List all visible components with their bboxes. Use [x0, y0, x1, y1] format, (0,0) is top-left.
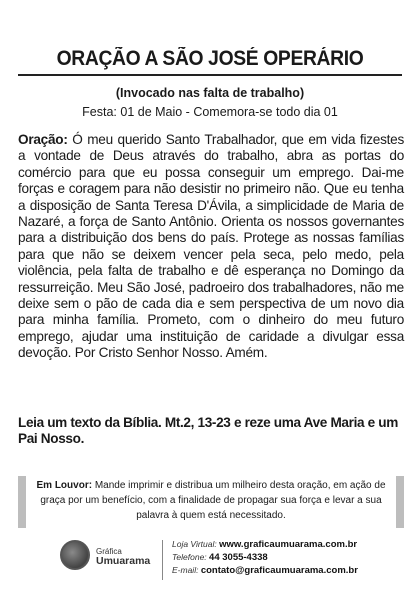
loja-link[interactable]: www.graficaumuarama.com.br	[219, 539, 358, 550]
louvor-label: Em Louvor:	[36, 480, 93, 491]
grafica-logo	[58, 538, 158, 578]
email-row	[172, 564, 358, 577]
louvor-body: Mande imprimir e distribua um milheiro desta oração, em ação de graça por um benefício, com a finalidade de propagar sua força e levar a sua palavra à quem está necessitado.	[40, 480, 386, 521]
prayer-text: Ó meu querido Santo Trabalhador, que em vida fizestes a vontade de Deus através do trabalho, abra as portas do comércio para que eu possa conseguir um emprego. Dai-me forças e coragem para não desistir no primeiro não. Que eu tenha a disposição de Santa Teresa D'Ávila, a simplicidade de Maria de Nazaré, a força de Santo Antônio. Orienta os nossos governantes para a distribuição dos bens do país. Protege as nossas famílias para que não se deixem vencer pela seca, pelo medo, pela violência, pela falta de trabalho e dê esperança no Domingo da ressurreição. Meu São José, padroeiro dos trabalhadores, não me deixe sem o pão de cada dia e sem perspectiva de um novo dia para minha família. Prometo, com o dinheiro do meu futuro emprego, ajudar uma instituição de caridade a divulgar essa devoção. Por Cristo Senhor Nosso. Amém.	[18, 132, 405, 361]
page-title: ORAÇÃO A SÃO JOSÉ OPERÁRIO	[56, 47, 364, 70]
louvor-left-bar	[18, 476, 26, 528]
instruction-text: Leia um texto da Bíblia. Mt.2, 13-23 e reze uma Ave Maria e um Pai Nosso.	[18, 415, 398, 447]
subtitle: (Invocado nas falta de trabalho)	[115, 86, 305, 100]
telefone-value: 44 3055-4338	[209, 552, 268, 563]
logo-line2: Umuarama	[96, 555, 151, 567]
louvor-box	[18, 476, 404, 528]
contact-info	[172, 538, 358, 577]
footer-divider	[162, 540, 163, 580]
prayer-body	[18, 132, 404, 362]
loja-row	[172, 538, 358, 551]
title-underline	[18, 74, 402, 76]
footer	[58, 538, 378, 588]
louvor-right-bar	[396, 476, 404, 528]
louvor-text	[34, 478, 388, 523]
loja-label: Loja Virtual:	[172, 539, 217, 549]
telefone-row	[172, 551, 358, 564]
title-block	[18, 47, 402, 76]
email-label: E-mail:	[172, 565, 199, 575]
telefone-label: Telefone:	[172, 552, 207, 562]
feast-date: Festa: 01 de Maio - Comemora-se todo dia 01	[82, 105, 338, 119]
logo-line1: Gráfica	[96, 547, 122, 556]
logo-emblem-icon	[60, 540, 90, 570]
email-link[interactable]: contato@graficaumuarama.com.br	[200, 565, 358, 576]
prayer-lead: Oração:	[18, 132, 68, 147]
